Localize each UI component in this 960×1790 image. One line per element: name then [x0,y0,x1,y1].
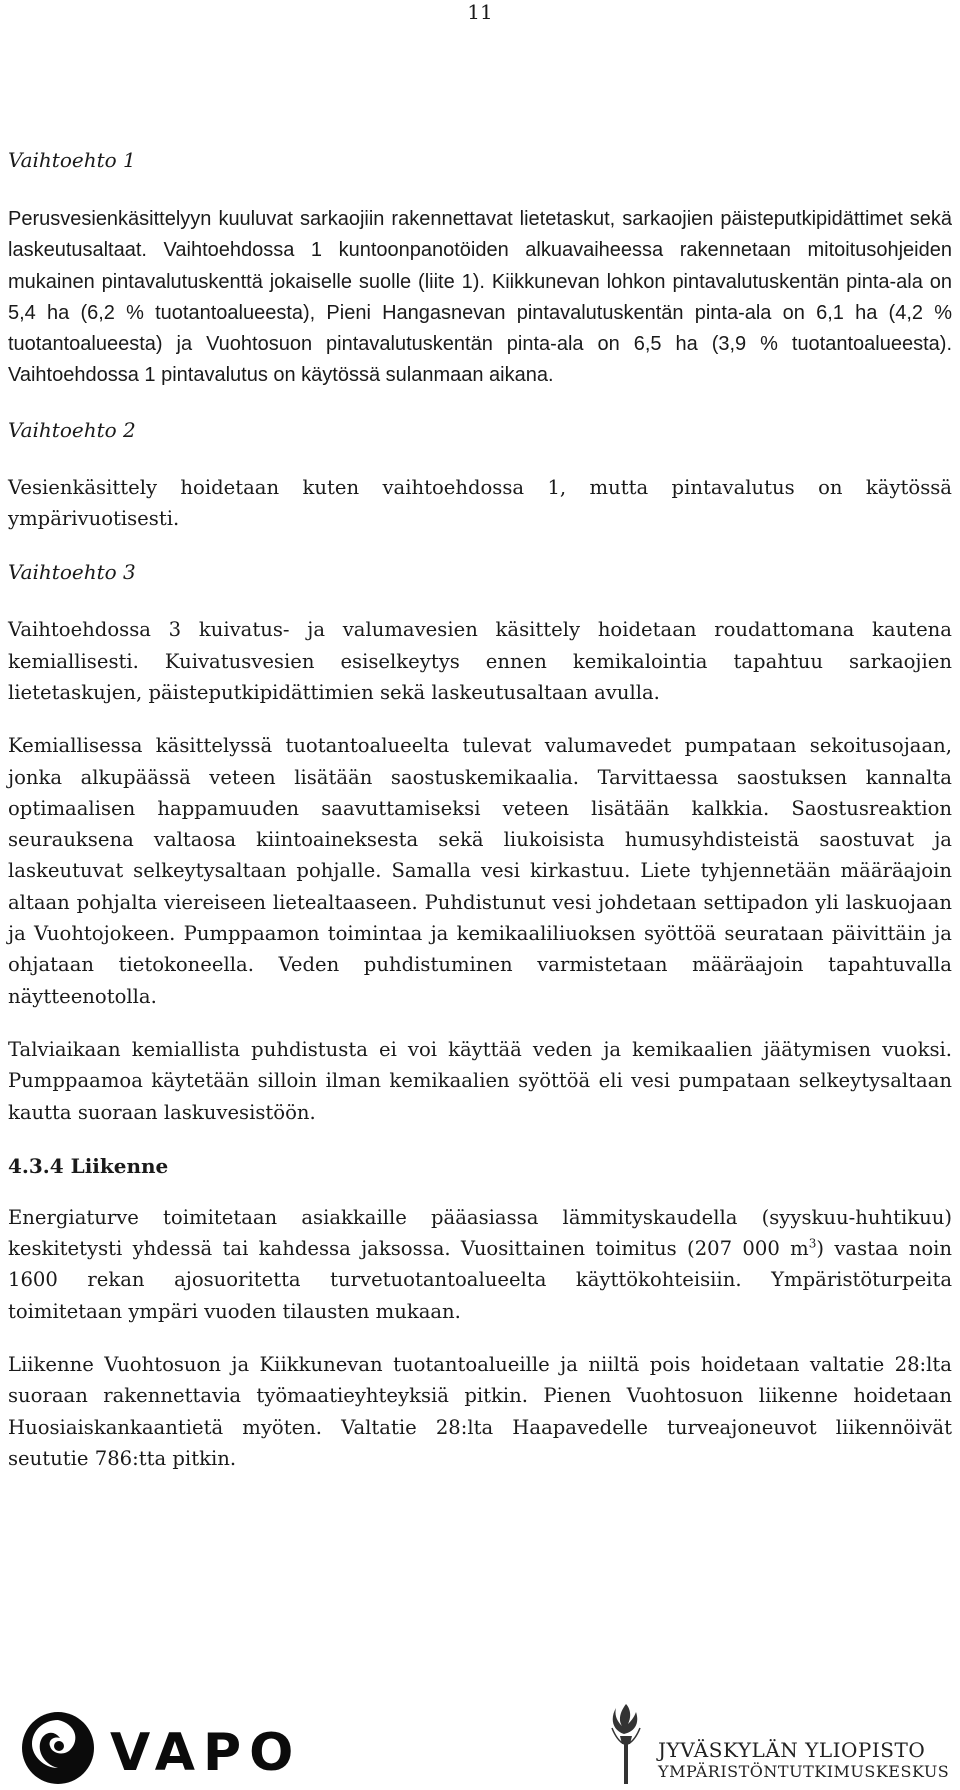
vapo-emblem-center [54,1741,64,1751]
paragraph-vaihtoehto-3-a: Vaihtoehdossa 3 kuivatus- ja valumavesien käsittely hoidetaan roudattomana kautena kemiallisesti. Kuivatusvesien esiselkeytys ennen kemikalointia tapahtuu sarkaojien lietetaskujen, päisteputkipidättimien sekä laskeutusaltaan avulla. [8,618,952,704]
superscript-cubic: 3 [808,1236,817,1251]
footer-logos [0,1690,960,1790]
paragraph-liikenne-b: Liikenne Vuohtosuon ja Kiikkunevan tuotantoalueille ja niiltä pois hoidetaan valtatie 28:lta suoraan rakennettavia työmaatieyhteyksiä pitkin. Pienen Vuohtosuon liikenne hoidetaan Huosiaiskankaantietä myöten. Valtatie 28:lta Haapavedelle turveajoneuvot liikennöivät seututie 786:tta pitkin. [8,1353,952,1470]
section-heading-vaihtoehto-2: Vaihtoehto 2 [8,417,136,442]
paragraph-vaihtoehto-3-b: Kemiallisessa käsittelyssä tuotantoalueelta tulevat valumavedet pumpataan sekoitusojaan, jonka alkupäässä veteen lisätään saostuskemikaalia. Tarvittaessa saostuksen kannalta optimaalisen happamuuden saavuttamiseksi veteen lisätään kalkkia. Saostusreaktion seurauksena valtaosa kiintoaineksesta sekä liukoisista humusyhdisteistä saostuvat ja laskeutuvat selkeytysaltaan pohjalle. Samalla vesi kirkastuu. Liete tyhjennetään määräajoin altaan pohjalta viereiseen lietealtaaseen. Puhdistunut vesi johdetaan settipadon yli laskuojaan ja Vuohtojokeen. Pumppaamon toimintaa ja kemikaaliliuoksen syöttöä seurataan päivittäin ja ohjataan tietokoneella. Veden puhdistuminen varmistetaan määräajoin tapahtuvalla näytteenotolla. [8,734,952,1008]
torch-icon [600,1698,652,1788]
university-wordmark [658,1738,958,1782]
paragraph-liikenne-a [8,1202,952,1327]
paragraph-vaihtoehto-2: Vesienkäsittely hoidetaan kuten vaihtoehdossa 1, mutta pintavalutus on käytössä ympärivuotisesti. [8,475,952,531]
university-logo [600,1698,960,1788]
section-heading-vaihtoehto-3: Vaihtoehto 3 [8,560,136,585]
section-heading-liikenne: 4.3.4 Liikenne [8,1153,169,1178]
page-content [8,144,952,1474]
vapo-wordmark: VAPO [110,1723,302,1783]
paragraph-liikenne-a-start: Energiaturve toimitetaan asiakkaille pääasiassa lämmityskaudella (syyskuu-huhtikuu) keskitetysti yhdessä tai kahdessa jaksossa. Vuosittainen toimitus (207 000 m [8,1205,952,1261]
section-heading-vaihtoehto-1: Vaihtoehto 1 [8,148,136,172]
paragraph-vaihtoehto-3-c: Talviaikaan kemiallista puhdistusta ei voi käyttää veden ja kemikaalien jäätymisen vuoksi. Pumppaamoa käytetään silloin ilman kemikaalien syöttöä eli vesi pumpataan selkeytysaltaan kautta suoraan laskuvesistöön. [8,1037,952,1124]
vapo-logo [18,1708,318,1788]
page-number: 11 [467,0,493,24]
university-department: YMPÄRISTÖNTUTKIMUSKESKUS [658,1762,950,1781]
paragraph-liikenne-a-end: ) vastaa noin 1600 rekan ajosuoritetta turvetuotantoalueelta käyttökohteisiin. Ympäristöturpeita toimitetaan ympäri vuoden tilausten mukaan. [8,1237,953,1323]
paragraph-vaihtoehto-1: Perusvesienkäsittelyyn kuuluvat sarkaojiin rakennettavat lietetaskut, sarkaojien päisteputkipidättimet sekä laskeutusaltaat. Vaihtoehdossa 1 kuntoonpanotöiden alkuavaiheessa rakennetaan mitoitusohjeiden mukainen pintavalutuskenttä jokaiselle suolle (liite 1). Kiikkunevan lohkon pintavalutuskentän pinta-ala on 5,4 ha (6,2 % tuotantoalueesta), Pieni Hangasnevan pintavalutuskentän pinta-ala on 6,1 ha (4,2 % tuotantoalueesta) ja Vuohtosuon pintavalutuskentän pinta-ala on 6,5 ha (3,9 % tuotantoalueesta). Vaihtoehdossa 1 pintavalutus on käytössä sulanmaan aikana. [8,208,952,387]
university-name: JYVÄSKYLÄN YLIOPISTO [658,1738,926,1762]
